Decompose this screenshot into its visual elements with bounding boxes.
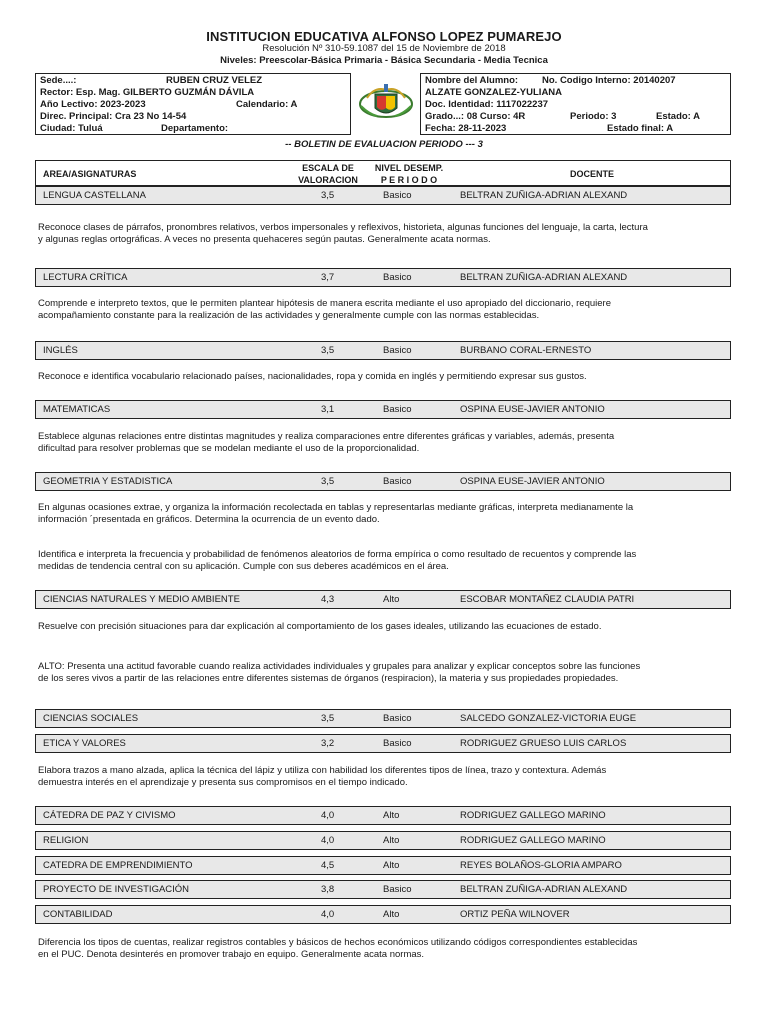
subject-row: [35, 734, 731, 753]
subject-docente: ORTIZ PEÑA WILNOVER: [460, 909, 570, 920]
header-area: AREA/ASIGNATURAS: [43, 169, 137, 179]
subject-escala: 3,8: [321, 884, 335, 895]
institution-title: INSTITUCION EDUCATIVA ALFONSO LOPEZ PUMAREJO: [206, 29, 562, 44]
subject-escala: 3,5: [321, 190, 335, 201]
subject-description: [38, 431, 734, 454]
subject-docente: RODRIGUEZ GALLEGO MARINO: [460, 810, 606, 821]
subject-docente: RODRIGUEZ GRUESO LUIS CARLOS: [460, 738, 627, 749]
fecha: Fecha: 28-11-2023: [425, 123, 507, 134]
subject-nivel: Basico: [383, 404, 412, 415]
subject-row: [35, 400, 731, 419]
description-line: información ´presentada en gráficos. Determina la ocurrencia de un evento dado.: [38, 513, 380, 525]
description-line: ALTO: Presenta una actitud favorable cuando realiza actividades individuales y grupales para analizar y explicar conceptos sobre las funciones: [38, 661, 641, 672]
subject-area: CIENCIAS SOCIALES: [43, 713, 139, 724]
subject-nivel: Basico: [383, 476, 412, 487]
subject-escala: 4,0: [321, 909, 335, 920]
subject-row: [35, 268, 731, 287]
description-line: acompañamiento constante para la realización de las actividades y generalmente cumple con las normas establecidas.: [38, 309, 540, 321]
subject-description: [38, 661, 734, 684]
subject-escala: 3,5: [321, 713, 335, 724]
subject-docente: ESCOBAR MONTAÑEZ CLAUDIA PATRI: [460, 594, 635, 605]
subject-row: [35, 856, 731, 875]
subject-description: [38, 371, 734, 383]
description-line: de los seres vivos a partir de las relaciones entre diferentes sistemas de órganos (respiracion), la materia y sus propiedades propiedades.: [38, 672, 619, 684]
header-escala-2: VALORACION: [298, 175, 358, 185]
subject-escala: 4,0: [321, 810, 335, 821]
nombre-label: Nombre del Alumno:: [425, 75, 519, 86]
description-line: Reconoce clases de párrafos, pronombres relativos, verbos impersonales y reflexivos, historieta, algunas funciones del lenguaje, la carta, lectura: [38, 222, 648, 233]
subject-docente: SALCEDO GONZALEZ-VICTORIA EUGE: [460, 713, 637, 724]
description-line: Resuelve con precisión situaciones para dar explicación al comportamiento de los gases ideales, utilizando las ecuaciones de estado.: [38, 621, 602, 632]
description-line: en el PUC. Denota desinterés en promover trabajo en equipo. Generalmente acata normas.: [38, 948, 425, 960]
estado-final: Estado final: A: [607, 123, 674, 134]
subject-description: [38, 621, 734, 633]
subject-row: [35, 709, 731, 728]
subject-description: [38, 765, 734, 788]
subject-nivel: Basico: [383, 884, 412, 895]
subject-description: [38, 502, 734, 525]
boletin-title: -- BOLETIN DE EVALUACION PERIODO --- 3: [285, 139, 483, 150]
subject-nivel: Basico: [383, 272, 412, 283]
header-nivel-2: P E R I O D O: [380, 175, 438, 185]
subject-nivel: Alto: [383, 594, 400, 605]
direccion: Direc. Principal: Cra 23 No 14-54: [40, 111, 187, 122]
subject-area: INGLÉS: [43, 345, 78, 356]
description-line: demuestra interés en el aprendizaje y presenta sus compromisos en el tiempo indicado.: [38, 776, 408, 788]
subject-nivel: Alto: [383, 835, 400, 846]
subject-area: ETICA Y VALORES: [43, 738, 126, 749]
subject-area: RELIGION: [43, 835, 89, 846]
subject-area: LECTURA CRÍTICA: [43, 272, 128, 283]
subject-row: [35, 831, 731, 850]
subject-escala: 3,2: [321, 738, 335, 749]
subject-docente: BURBANO CORAL-ERNESTO: [460, 345, 592, 356]
subject-row: [35, 472, 731, 491]
ciudad: Ciudad: Tuluá: [40, 123, 103, 134]
subject-row: [35, 880, 731, 899]
subject-nivel: Basico: [383, 345, 412, 356]
description-line: medidas de tendencia central con su aplicación. Cumple con sus deberes académicos en el área.: [38, 560, 449, 572]
description-line: Establece algunas relaciones entre distintas magnitudes y realiza comparaciones entre diferentes gráficas y variables, además, presenta: [38, 431, 615, 442]
school-info-box: [35, 73, 351, 135]
description-line: dificultad para resolver problemas que se modelan mediante el uso de la proporcionalidad.: [38, 442, 420, 454]
subject-row: [35, 186, 731, 205]
doc-identidad: Doc. Identidad: 1117022237: [425, 99, 549, 110]
subject-row: [35, 905, 731, 924]
periodo: Periodo: 3: [570, 111, 617, 122]
subject-area: CATEDRA DE EMPRENDIMIENTO: [43, 860, 193, 871]
subject-escala: 4,5: [321, 860, 335, 871]
codigo-interno: No. Codigo Interno: 20140207: [542, 75, 676, 86]
student-name: ALZATE GONZALEZ-YULIANA: [425, 87, 563, 98]
description-line: Comprende e interpreto textos, que le permiten plantear hipótesis de manera escrita mediante el uso apropiado del diccionario, requiere: [38, 298, 611, 309]
subject-escala: 4,3: [321, 594, 335, 605]
subject-description: [38, 222, 734, 245]
subject-docente: BELTRAN ZUÑIGA-ADRIAN ALEXAND: [460, 190, 628, 201]
subject-nivel: Alto: [383, 909, 400, 920]
subject-row: [35, 590, 731, 609]
estado: Estado: A: [656, 111, 700, 122]
rector-text: Rector: Esp. Mag. GILBERTO GUZMÁN DÁVILA: [40, 87, 255, 98]
description-line: Identifica e interpreta la frecuencia y probabilidad de fenómenos aleatorios de forma empírica o como resultado de recuentos y comprende las: [38, 549, 637, 560]
subject-area: GEOMETRIA Y ESTADISTICA: [43, 476, 173, 487]
subject-escala: 3,1: [321, 404, 335, 415]
subject-area: CIENCIAS NATURALES Y MEDIO AMBIENTE: [43, 594, 240, 605]
subject-docente: OSPINA EUSE-JAVIER ANTONIO: [460, 404, 605, 415]
sede-label: Sede....:: [40, 75, 77, 86]
school-logo: [355, 78, 417, 130]
sede-value: RUBEN CRUZ VELEZ: [166, 75, 263, 86]
subject-description: [38, 298, 734, 321]
grades-table-header: [35, 160, 731, 186]
subject-docente: RODRIGUEZ GALLEGO MARINO: [460, 835, 606, 846]
subject-docente: REYES BOLAÑOS-GLORIA AMPARO: [460, 860, 622, 871]
subject-nivel: Basico: [383, 190, 412, 201]
description-line: Reconoce e identifica vocabulario relacionado países, nacionalidades, ropa y comida en inglés y permitiendo expresar sus gustos.: [38, 371, 587, 382]
subject-escala: 3,7: [321, 272, 335, 283]
anio-lectivo: Año Lectivo: 2023-2023: [40, 99, 146, 110]
subject-description: [38, 937, 734, 960]
description-line: y algunas reglas ortográficas. A veces no presenta quehaceres según pautas. Generalmente acata normas.: [38, 233, 491, 245]
subject-docente: BELTRAN ZUÑIGA-ADRIAN ALEXAND: [460, 884, 628, 895]
subject-nivel: Alto: [383, 810, 400, 821]
subject-row: [35, 341, 731, 360]
subject-area: CONTABILIDAD: [43, 909, 113, 920]
subject-area: LENGUA CASTELLANA: [43, 190, 146, 201]
subject-docente: BELTRAN ZUÑIGA-ADRIAN ALEXAND: [460, 272, 628, 283]
subject-docente: OSPINA EUSE-JAVIER ANTONIO: [460, 476, 605, 487]
subject-escala: 3,5: [321, 345, 335, 356]
niveles-text: Niveles: Preescolar-Básica Primaria - Básica Secundaria - Media Tecnica: [220, 55, 548, 66]
subject-nivel: Alto: [383, 860, 400, 871]
subject-area: CÁTEDRA DE PAZ Y CIVISMO: [43, 810, 176, 821]
description-line: Diferencia los tipos de cuentas, realizar registros contables y básicos de hechos económicos utilizando códigos correspondientes establecidas: [38, 937, 638, 948]
subject-escala: 3,5: [321, 476, 335, 487]
subject-description: [38, 549, 734, 572]
description-line: Elabora trazos a mano alzada, aplica la técnica del lápiz y utiliza con habilidad los diferentes tipos de línea, trazo y contextura. Además: [38, 765, 607, 776]
header-docente: DOCENTE: [570, 169, 615, 179]
calendario: Calendario: A: [236, 99, 298, 110]
student-info-box: [420, 73, 731, 135]
subject-nivel: Basico: [383, 738, 412, 749]
header-escala-1: ESCALA DE: [302, 163, 354, 173]
subject-nivel: Basico: [383, 713, 412, 724]
subject-escala: 4,0: [321, 835, 335, 846]
subject-area: PROYECTO DE INVESTIGACIÓN: [43, 884, 190, 895]
subject-area: MATEMATICAS: [43, 404, 111, 415]
header-nivel-1: NIVEL DESEMP.: [374, 163, 444, 173]
grado-curso: Grado...: 08 Curso: 4R: [425, 111, 526, 122]
subject-row: [35, 806, 731, 825]
description-line: En algunas ocasiones extrae, y organiza la información recolectada en tablas y representarlas mediante gráficas, interpreta medianamente la: [38, 502, 634, 513]
departamento: Departamento:: [161, 123, 229, 134]
resolution-text: Resolución Nº 310-59.1087 del 15 de Noviembre de 2018: [262, 43, 506, 54]
